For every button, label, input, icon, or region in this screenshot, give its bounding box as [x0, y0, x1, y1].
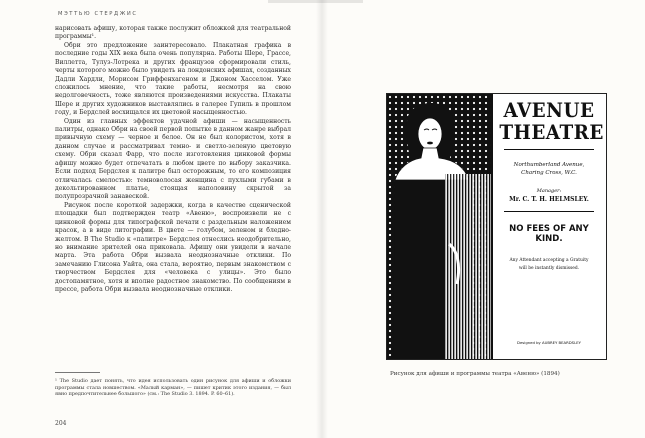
- poster-notice-line2: will be instantly dismissed.: [518, 266, 580, 271]
- poster-manager-name: Mr. C. T. H. HELMSLEY.: [509, 196, 589, 203]
- running-head: МЭТТЬЮ СТЕРДЖИС: [58, 11, 138, 17]
- poster-text-panel: [495, 99, 603, 271]
- body-text: [55, 25, 291, 295]
- paragraph: Рисунок после короткой задержки, когда в качестве сценической площадки был подтвержден театр «Авеню», воспроизвели не с цинковой формы для типографской печати с раздельным наложением красок, а в виде литографии. В цвете — голубом, зеленом и бледно-желтом. В The Studio к «палитре» Бердслея отнеслись неодобрительно, но внимание зрителей она приковала. Афишу они увидели в начале марта. Эта работа Обри вызвала неоднозначные отклики. По замечанию Глисона Уайта, она стала, вероятно, первым знакомством с творчеством Бердслея для «человека с улицы». Это было достопамятное, хотя и вполне радостное знакомство. По сообщениям в прессе, работа Обри вызвала неоднозначные отклики.: [55, 201, 291, 294]
- poster-address-line2: Charing Cross, W.C.: [521, 170, 577, 176]
- striped-curtain: [445, 174, 491, 359]
- paragraph: нарисовать афишу, которая также послужит обложкой для театральной программы¹.: [55, 25, 291, 41]
- paragraph: Один из главных эффектов удачной афиши — насыщенность палитры, однако Обри на своей первой попытке в данном жанре выбрал привычную схему — черное и белое. Он не был колористом, хотя в данном случае и рассматривал темно- и светло-зеленую цветовую схему. Обри сказал Фарр, что после изготовления цинковой формы афишу можно будет отпечатать в любом цвете по выбору заказчика. Если подход Бердслея к палитре был осторожным, то его композиция отличалась смелостью: темноволосая женщина с пухлыми губами в декольтированном платье, стоящая наполовину скрытой за полупрозрачной занавеской.: [55, 117, 291, 201]
- poster-title-line1: AVENUE: [503, 98, 595, 122]
- poster-notice-line1: Any Attendant accepting a Gratuity: [509, 258, 589, 263]
- footnote-rule: [55, 372, 100, 373]
- poster-fees: NO FEES OF ANY KIND.: [509, 224, 589, 244]
- page-number: 204: [55, 420, 67, 427]
- paragraph: Обри это предложение заинтересовало. Плакатная графика в последние годы XIX века была очень популярна. Работы Шере, Грассе, Виллетта, Тулуз-Лотрека и других французов сформировали стиль, черты которого можно было увидеть на лондонских афишах, созданных Дадли Хардли, Морисом Гриффенхагеном и Джоном Хасселом. Уже сложилось мнение, что такие работы, несмотря на свою недолговечность, тоже являются произведениями искусства. Плакаты Шере и других художников выставлялись в галерее Гупиль в прошлом году, и Бердслей восхищался их цветовой насыщенностью.: [55, 41, 291, 117]
- poster-manager-label: Manager:: [536, 188, 562, 194]
- figure-caption: Рисунок для афиши и программы театра «Авеню» (1894): [390, 371, 560, 377]
- poster-address-line1: Northumberland Avenue,: [513, 162, 585, 168]
- woman-face: [418, 118, 442, 150]
- poster-signature: Designed by AUBREY BEARDSLEY: [517, 340, 581, 345]
- poster-illustration: [386, 93, 607, 360]
- footnote: ¹ The Studio дает понять, что идея использовать один рисунок для афиши и обложки программы стала новшеством. «Малый карман», — пишет критик этого издания, — был явно предпочтительнее большого» (см.: The Studio 3. 1894. P. 60–61).: [55, 378, 291, 397]
- poster-title-line2: THEATRE: [499, 120, 604, 144]
